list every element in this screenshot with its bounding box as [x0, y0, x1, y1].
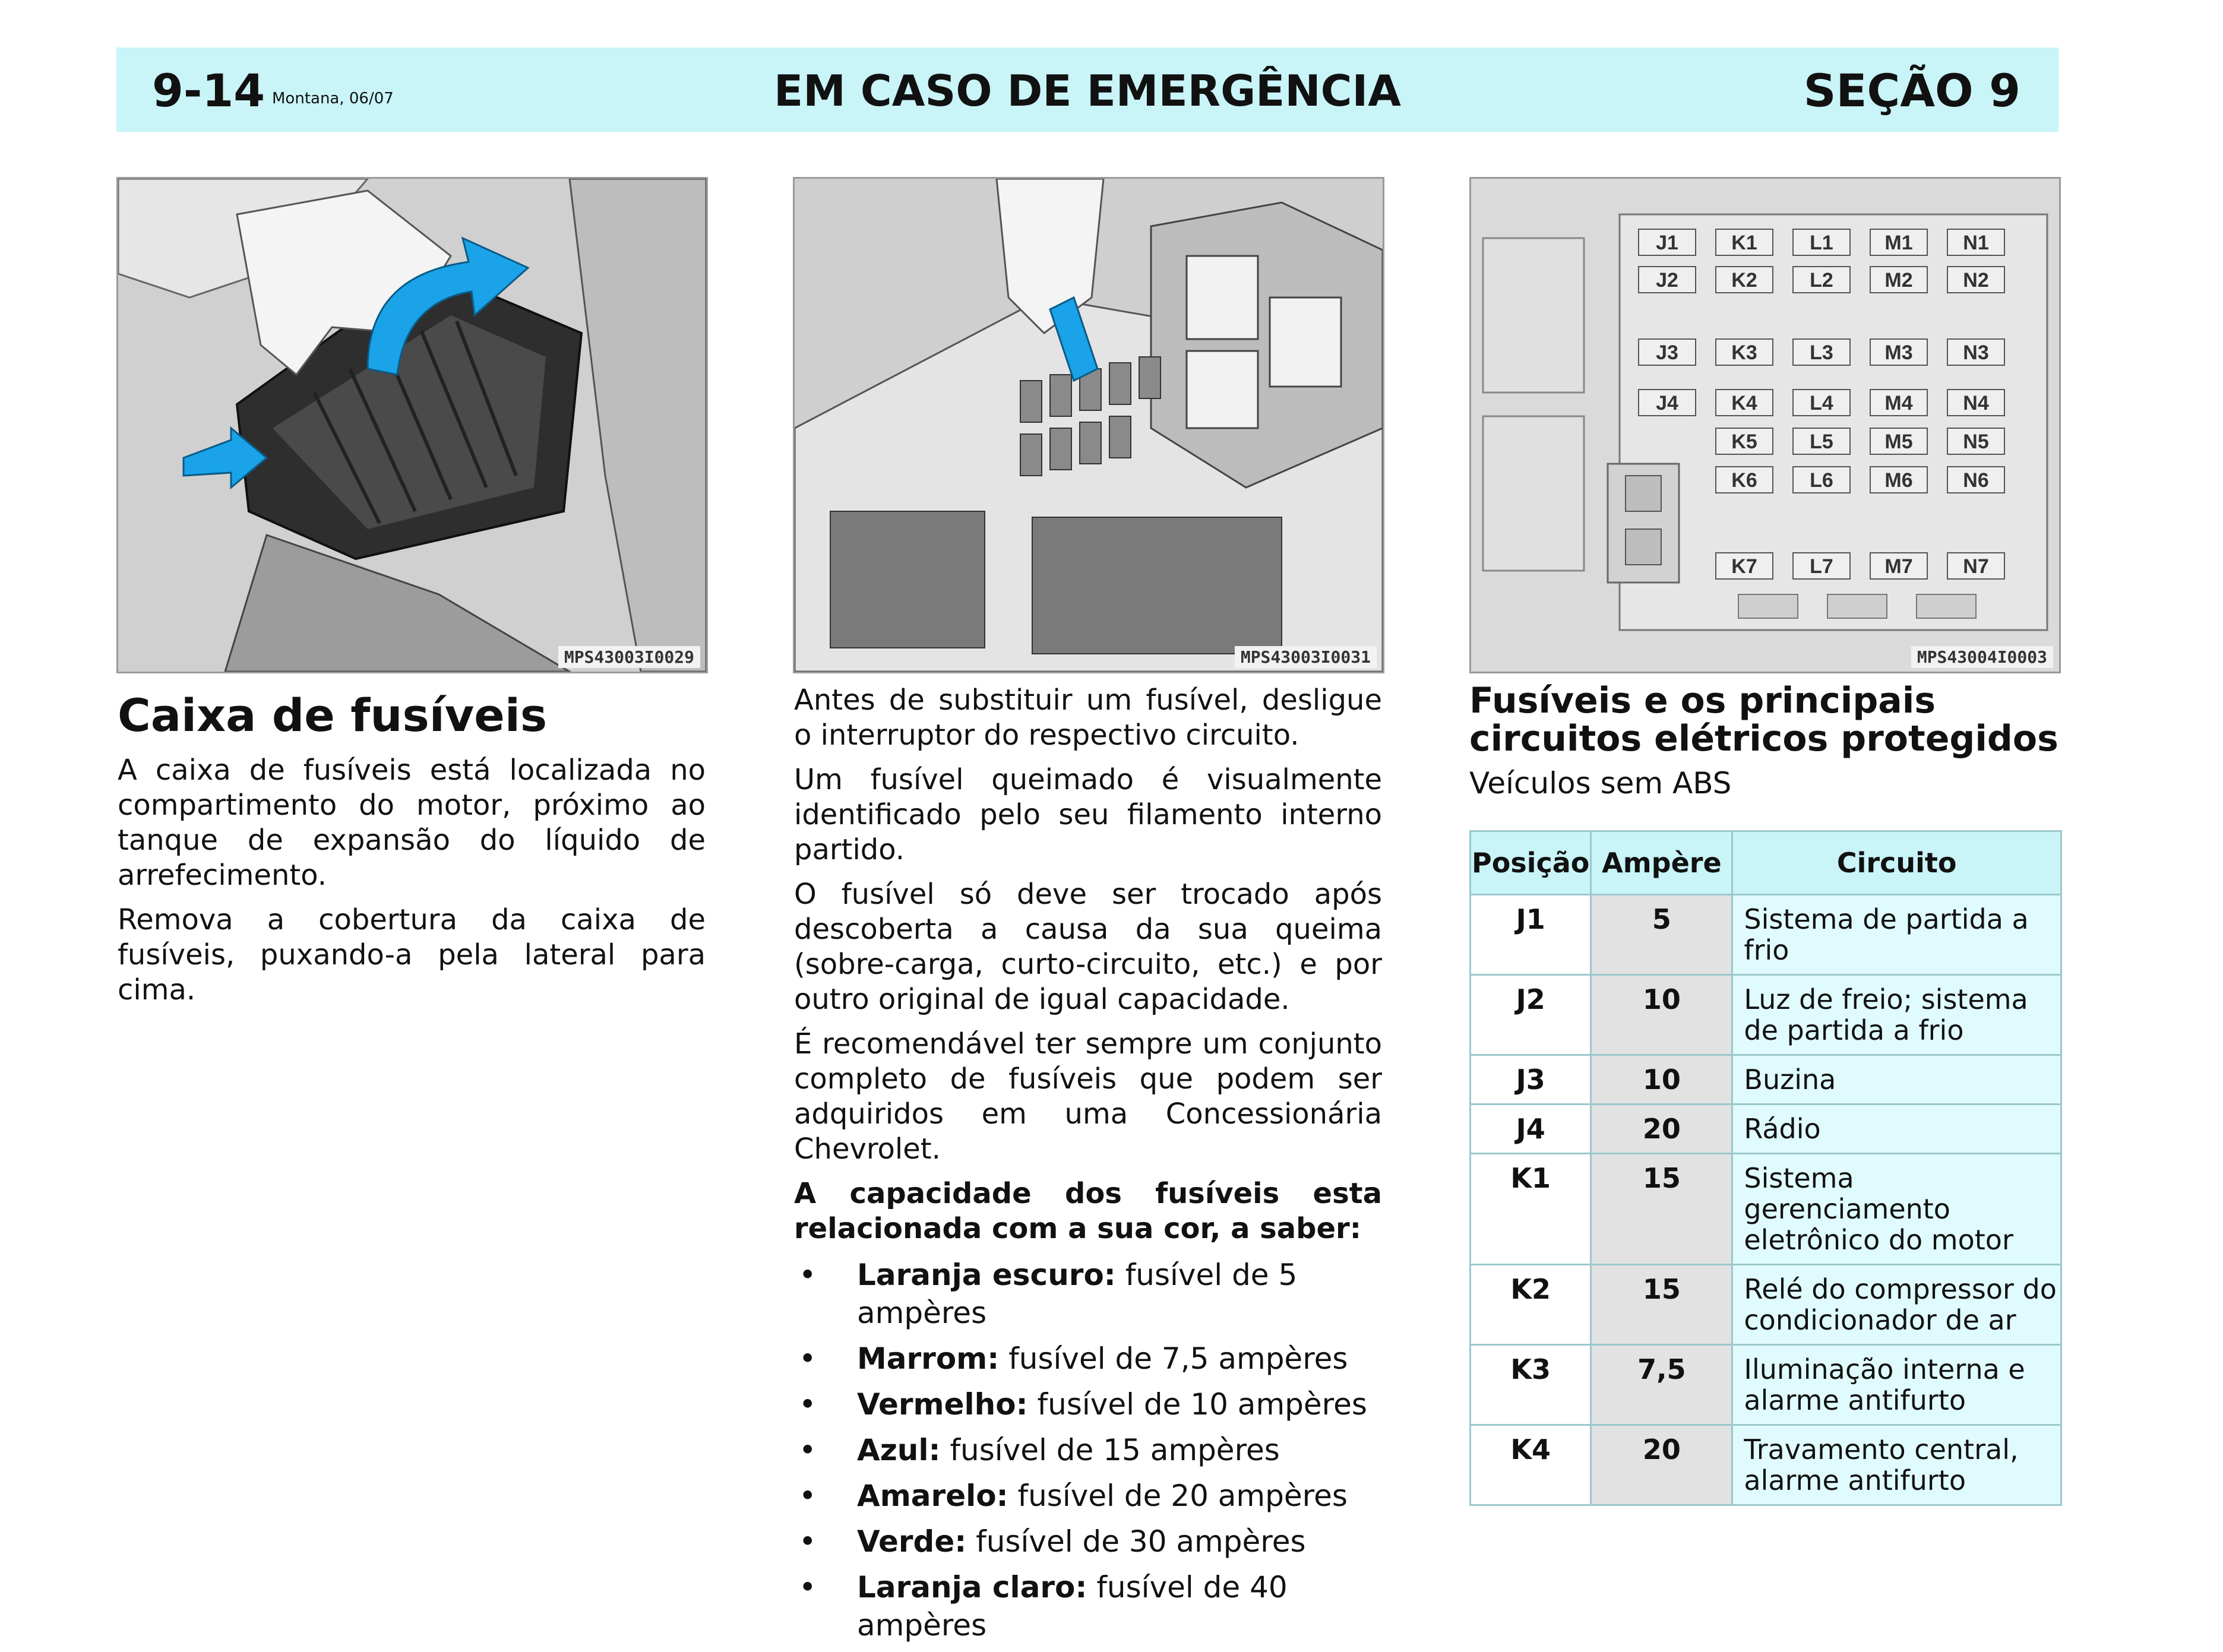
svg-text:N2: N2	[1963, 269, 1989, 292]
fuse-slot-n7	[1947, 553, 2004, 579]
table-row	[1471, 1055, 2061, 1105]
cell-position: J3	[1471, 1055, 1591, 1105]
svg-text:J4: J4	[1656, 392, 1678, 414]
svg-text:N3: N3	[1963, 341, 1989, 364]
table-row	[1471, 1425, 2061, 1505]
page-header	[116, 48, 2058, 132]
cell-circuit: Travamento central, alarme antifurto	[1732, 1425, 2061, 1505]
fuse-slot-j3	[1639, 339, 1696, 365]
svg-text:M2: M2	[1884, 269, 1913, 292]
column-header-circuit: Circuito	[1732, 831, 2061, 895]
fuse-slot-l7	[1793, 553, 1850, 579]
figure-fuse-box-cover	[116, 177, 708, 673]
list-item: • Azul: fusível de 15 ampères	[794, 1431, 1382, 1469]
cell-position: J1	[1471, 895, 1591, 975]
svg-text:K1: K1	[1731, 232, 1757, 254]
paragraph-spare-set: É recomendável ter sempre um conjunto completo de fusíveis que podem ser adquiridos em uma Concessionária Chevrolet.	[794, 1027, 1382, 1166]
column-fuse-box-location	[118, 683, 706, 1017]
fuse-slot-k7	[1716, 553, 1773, 579]
fuse-table-heading-line2: circuitos elétricos protegidos	[1469, 718, 2058, 759]
fuse-slot-l3	[1793, 339, 1850, 365]
svg-text:M6: M6	[1884, 469, 1913, 492]
svg-text:L5: L5	[1810, 431, 1833, 453]
cell-position: K2	[1471, 1265, 1591, 1345]
fuse-slot-n2	[1947, 267, 2004, 293]
figure-fuse-replacement	[793, 177, 1384, 673]
fuse-slot-n4	[1947, 390, 2004, 416]
fuse-slot-k2	[1716, 267, 1773, 293]
cell-circuit: Luz de freio; sistema de partida a frio	[1732, 975, 2061, 1055]
svg-text:K4: K4	[1731, 392, 1757, 414]
fuse-slot-k5	[1716, 428, 1773, 454]
cell-ampere: 15	[1591, 1154, 1732, 1265]
paragraph-blown-fuse: Um fusível queimado é visualmente identificado pelo seu filamento interno partido.	[794, 763, 1382, 866]
svg-text:N1: N1	[1963, 232, 1989, 254]
cell-position: K3	[1471, 1345, 1591, 1425]
fuse-slot-l6	[1793, 467, 1850, 493]
svg-text:L1: L1	[1810, 232, 1833, 254]
fuse-slot-m3	[1870, 339, 1927, 365]
page-number: 9-14	[152, 64, 265, 117]
table-row	[1471, 895, 2061, 975]
svg-text:L7: L7	[1810, 555, 1833, 578]
svg-text:K6: K6	[1731, 469, 1757, 492]
fuse-slot-n6	[1947, 467, 2004, 493]
svg-text:J2: J2	[1656, 269, 1678, 292]
svg-text:K7: K7	[1731, 555, 1757, 578]
svg-text:N4: N4	[1963, 392, 1989, 414]
svg-text:M4: M4	[1884, 392, 1913, 414]
paragraph-switch-off: Antes de substituir um fusível, desligue o interruptor do respectivo circuito.	[794, 683, 1382, 752]
fuse-slot-n1	[1947, 229, 2004, 255]
cell-ampere: 20	[1591, 1425, 1732, 1505]
cell-ampere: 10	[1591, 1055, 1732, 1105]
fuse-slot-l4	[1793, 390, 1850, 416]
list-item: • Vermelho: fusível de 10 ampères	[794, 1385, 1382, 1423]
table-row	[1471, 1345, 2061, 1425]
cell-position: K4	[1471, 1425, 1591, 1505]
svg-text:J3: J3	[1656, 341, 1678, 364]
cell-circuit: Relé do compressor do condicionador de ar	[1732, 1265, 2061, 1345]
fuse-slot-l2	[1793, 267, 1850, 293]
cell-circuit: Sistema de partida a frio	[1732, 895, 2061, 975]
fuse-slot-j2	[1639, 267, 1696, 293]
fuse-slot-m7	[1870, 553, 1927, 579]
fuse-color-list	[794, 1256, 1382, 1644]
fuse-table	[1469, 830, 2062, 1506]
page-title: EM CASO DE EMERGÊNCIA	[774, 66, 1401, 116]
svg-text:M3: M3	[1884, 341, 1913, 364]
table-row	[1471, 1105, 2061, 1154]
section-heading: Caixa de fusíveis	[118, 689, 548, 742]
fuse-replacement-illustration	[795, 179, 1383, 672]
svg-text:K2: K2	[1731, 269, 1757, 292]
fuse-box-cover-illustration	[118, 179, 706, 672]
fuse-slot-l5	[1793, 428, 1850, 454]
svg-text:N6: N6	[1963, 469, 1989, 492]
svg-text:L2: L2	[1810, 269, 1833, 292]
fuse-slot-j1	[1639, 229, 1696, 255]
paragraph-color-intro: A capacidade dos fusíveis esta relacionada com a sua cor, a saber:	[794, 1177, 1382, 1245]
fuse-slot-m1	[1870, 229, 1927, 255]
cell-ampere: 7,5	[1591, 1345, 1732, 1425]
cell-ampere: 20	[1591, 1105, 1732, 1154]
column-fuse-table-intro	[1469, 682, 2063, 804]
column-header-ampere: Ampère	[1591, 831, 1732, 895]
figure-fuse-box-layout	[1469, 177, 2061, 673]
cell-ampere: 10	[1591, 975, 1732, 1055]
fuse-slot-n3	[1947, 339, 2004, 365]
table-row	[1471, 1154, 2061, 1265]
cell-circuit: Iluminação interna e alarme antifurto	[1732, 1345, 2061, 1425]
fuse-slot-k1	[1716, 229, 1773, 255]
cell-position: J4	[1471, 1105, 1591, 1154]
fuse-slot-k6	[1716, 467, 1773, 493]
list-item: • Verde: fusível de 30 ampères	[794, 1523, 1382, 1561]
section-label: SEÇÃO 9	[1803, 64, 2020, 117]
list-item: • Amarelo: fusível de 20 ampères	[794, 1477, 1382, 1515]
fuse-slot-l1	[1793, 229, 1850, 255]
table-header-row	[1471, 831, 2061, 895]
svg-text:K5: K5	[1731, 431, 1757, 453]
svg-text:M1: M1	[1884, 232, 1913, 254]
list-item: • Laranja claro: fusível de 40 ampères	[794, 1568, 1382, 1644]
fuse-slot-j4	[1639, 390, 1696, 416]
fuse-slot-m5	[1870, 428, 1927, 454]
svg-text:L6: L6	[1810, 469, 1833, 492]
fuse-table-heading-line1: Fusíveis e os principais	[1469, 680, 1936, 721]
fuse-table-subheading: Veículos sem ABS	[1469, 766, 1732, 800]
edition-label: Montana, 06/07	[272, 90, 394, 107]
cell-position: K1	[1471, 1154, 1591, 1265]
column-header-position: Posição	[1471, 831, 1591, 895]
list-item: • Marrom: fusível de 7,5 ampères	[794, 1340, 1382, 1378]
svg-text:M5: M5	[1884, 431, 1913, 453]
svg-text:N7: N7	[1963, 555, 1989, 578]
svg-text:M7: M7	[1884, 555, 1913, 578]
cell-circuit: Sistema gerenciamento eletrônico do motor	[1732, 1154, 2061, 1265]
fuse-slot-n5	[1947, 428, 2004, 454]
fuse-slot-m6	[1870, 467, 1927, 493]
paragraph-replace-cause: O fusível só deve ser trocado após descoberta a causa da sua queima (sobre-carga, curto-circuito, etc.) e por outro original de igual capacidade.	[794, 878, 1382, 1016]
table-row	[1471, 1265, 2061, 1345]
figure-code: MPS43004I0003	[1911, 646, 2053, 668]
figure-code: MPS43003I0031	[1235, 646, 1377, 668]
fuse-slot-k3	[1716, 339, 1773, 365]
list-item: • Laranja escuro: fusível de 5 ampères	[794, 1256, 1382, 1332]
cell-ampere: 5	[1591, 895, 1732, 975]
cell-position: J2	[1471, 975, 1591, 1055]
cell-circuit: Buzina	[1732, 1055, 2061, 1105]
svg-text:K3: K3	[1731, 341, 1757, 364]
cell-ampere: 15	[1591, 1265, 1732, 1345]
svg-text:N5: N5	[1963, 431, 1989, 453]
cell-circuit: Rádio	[1732, 1105, 2061, 1154]
paragraph-remove-cover: Remova a cobertura da caixa de fusíveis, puxando-a pela lateral para cima.	[118, 903, 706, 1007]
svg-text:J1: J1	[1656, 232, 1678, 254]
paragraph-location: A caixa de fusíveis está localizada no compartimento do motor, próximo ao tanque de expansão do líquido de arrefecimento.	[118, 754, 706, 892]
table-row	[1471, 975, 2061, 1055]
fuse-box-layout-diagram	[1471, 179, 2059, 672]
svg-text:L4: L4	[1810, 392, 1833, 414]
fuse-slot-m2	[1870, 267, 1927, 293]
fuse-slot-m4	[1870, 390, 1927, 416]
svg-text:L3: L3	[1810, 341, 1833, 364]
fuse-slot-k4	[1716, 390, 1773, 416]
column-fuse-replacement	[794, 683, 1382, 1652]
figure-code: MPS43003I0029	[558, 646, 700, 668]
